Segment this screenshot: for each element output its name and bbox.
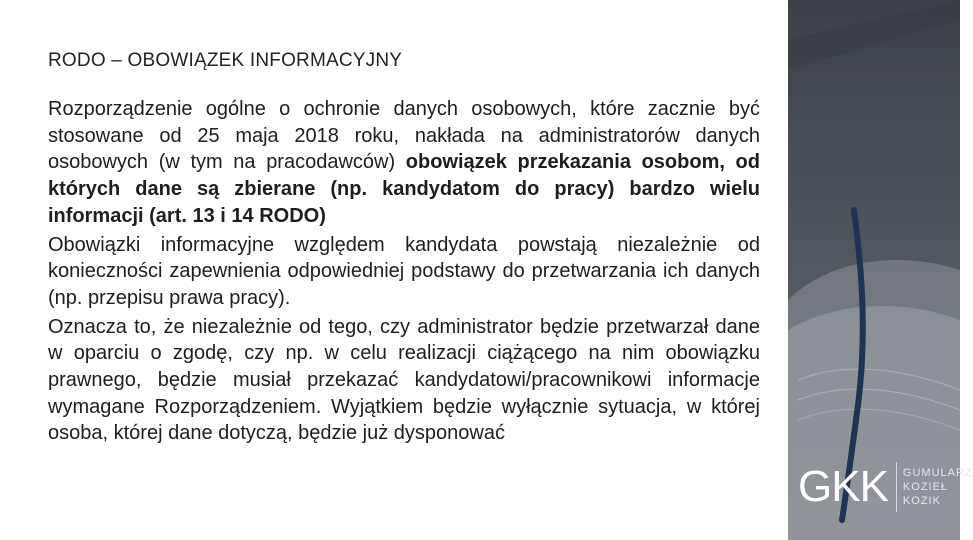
logo-word-3: KOZIK [902, 495, 941, 507]
company-logo [798, 462, 973, 512]
logo-word-1: GUMULARZ [902, 467, 973, 479]
logo-mark: GKK [798, 462, 888, 511]
paragraph-2-text: Obowiązki informacyjne względem kandydata powstają niezależnie od konieczności zapewnienia odpowiedniej podstawy do przetwarzania ich danych (np. przepisu prawa pracy). [48, 233, 760, 309]
paragraph-1 [48, 96, 760, 230]
slide-title: RODO – OBOWIĄZEK INFORMACYJNY [48, 50, 403, 71]
logo-word-2: KOZIEŁ [902, 481, 949, 493]
logo-divider [896, 462, 897, 512]
logo-words [903, 466, 973, 508]
book-image [788, 0, 960, 540]
paragraph-2 [48, 232, 760, 312]
paragraph-1-text: Rozporządzenie ogólne o ochronie danych osobowych, które zacznie być stosowane od 25 maja 2018 roku, nakłada na administratorów danych osobowych (w tym na pracodawców) [48, 98, 760, 174]
paragraph-3 [48, 314, 760, 448]
paragraph-1-bold: obowiązek przekazania osobom, od których dane są zbierane (np. kandydatom do pracy) bardzo wielu informacji (art. 13 i 14 RODO) [48, 151, 760, 227]
book-image-panel [788, 0, 960, 540]
paragraph-3-text: Oznacza to, że niezależnie od tego, czy administrator będzie przetwarzał dane w oparciu o zgodę, czy np. w celu realizacji ciążącego na nim obowiązku prawnego, będzie musiał przekazać kandydatowi/pracownikowi informacje wymagane Rozporządzeniem. Wyjątkiem będzie wyłącznie sytuacja, w której osoba, której dane dotyczą, będzie już dysponować [48, 315, 760, 445]
body-text [48, 96, 760, 449]
